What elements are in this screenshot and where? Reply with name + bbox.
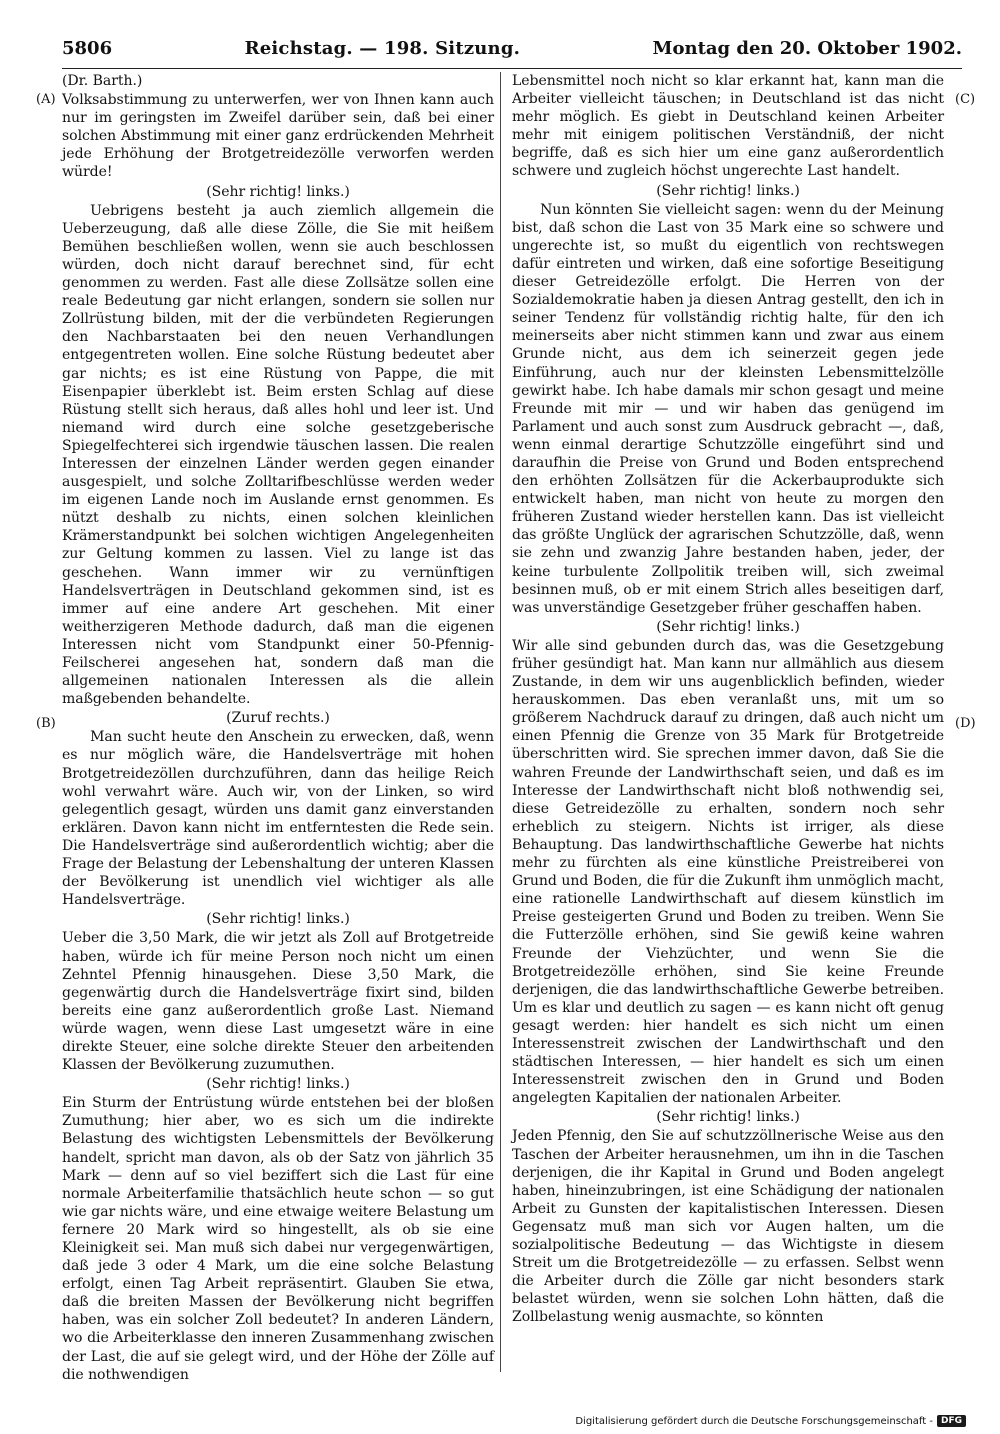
interjection: (Sehr richtig! links.)	[656, 618, 800, 635]
interjection: (Sehr richtig! links.)	[206, 911, 350, 928]
paragraph: Uebrigens besteht ja auch ziemlich allgemein die Ueberzeugung, daß alle diese Zölle, die Sie mit heißem Bemühen beschließen wollen, wenn sie auch beschlossen würden, doch nicht darauf berechnet sind, für echt genommen zu werden. Fast alle diese Zollsätze sollen eine reale Bedeutung gar nicht erlangen, sondern sie sollen nur Zollrüstung bilden, mit der die verbündeten Regierungen den Nachbarstaaten bei den neuen Verhandlungen entgegentreten wollen. Eine solche Rüstung bedeutet aber gar nichts; es ist eine Rüstung von Pappe, die mit Eisenpapier überklebt ist. Beim ersten Schlag auf diese Rüstung stellt sich heraus, daß alles hohl und leer ist. Und niemand wird durch eine solche gesetzgeberische Spiegelfechterei sich irgendwie täuschen lassen. Die realen Interessen der einzelnen Länder werden gegen einander ausgespielt, und solche Zolltarifbeschlüsse werden weder im eigenen Lande noch im Auslande ernst genommen. Es nützt deshalb zu nichts, einen solchen kleinlichen Krämerstandpunkt bei solchen wichtigen Angelegenheiten zur Geltung kommen zu lassen. Viel zu lange ist das geschehen. Wann immer wir zu vernünftigen Handelsverträgen in Deutschland gekommen sind, ist es immer auf eine andere Art geschehen. Mit einer weitherzigeren Methode dadurch, daß man die eigenen Interessen nicht vom Standpunkt einer 50-Pfennig-Feilscherei angesehen hat, sondern daß man die allgemeinen nationalen Interessen als die allein maßgebenden behandelte.	[62, 202, 494, 708]
digitization-credit	[575, 1415, 966, 1427]
paragraph: Nun könnten Sie vielleicht sagen: wenn du der Meinung bist, daß schon die Last von 35 Mark eine so schwere und ungerechte ist, so mußt du eigentlich von rechtswegen dafür eintreten und wirken, daß eine sofortige Beseitigung dieser Getreidezölle erfolgt. Die Herren von der Sozialdemokratie haben ja diesen Antrag gestellt, den ich in seiner Tendenz für vollständig richtig halte, für den ich meinerseits aber nicht stimmen kann und zwar aus einem Grunde nicht, aus dem ich seinerzeit gegen jede Einführung, auch nur der kleinsten Lebensmittelzölle gewirkt habe. Ich habe damals mir schon gesagt und meine Freunde mit mir — und wir haben das genügend im Parlament und auch sonst zum Ausdruck gebracht —, daß, wenn einmal derartige Schutzzölle eingeführt sind und daraufhin die Preise von Grund und Boden entsprechend den erhöhten Zollsätzen für die Ackerbauprodukte sich entwickelt haben, man nicht von heute zu morgen den früheren Zustand wieder herstellen kann. Das ist vielleicht das größte Unglück der agrarischen Schutzzölle, daß, wenn sie zehn und zwanzig Jahre bestanden haben, jeder, der keine turbulente Zollpolitik treiben will, sich zweimal besinnen muß, ob er mit einem Strich alles beseitigen darf, was unverständige Gesetzgeber früher geschaffen haben.	[512, 201, 944, 616]
left-column	[62, 72, 494, 1384]
paragraph: Volksabstimmung zu unterwerfen, wer von Ihnen kann auch nur im geringsten im Zweifel darüber sein, daß bei einer solchen Abstimmung mit einer ganz erdrückenden Mehrheit jede Erhöhung der Brotgetreidezölle verworfen werden würde!	[62, 92, 494, 181]
paragraph: Ein Sturm der Entrüstung würde entstehen bei der bloßen Zumuthung; hier aber, wo es sich um die indirekte Belastung des wichtigsten Lebensmittels der Bevölkerung handelt, spricht man davon, als ob der Satz von jährlich 35 Mark — denn auf so viel beziffert sich die Last für eine normale Arbeiterfamilie thatsächlich heute schon — so gut wie gar nichts wäre, und eine etwaige weitere Belastung um fernere 20 Mark wird so hingestellt, als ob sie eine Kleinigkeit sei. Man muß sich dabei nur vergegenwärtigen, daß jede 3 oder 4 Mark, um die eine solche Belastung erfolgt, einen Tag Arbeit repräsentirt. Glauben Sie etwa, daß die breiten Massen der Bevölkerung nicht begriffen haben, was ein solcher Zoll bedeutet? In anderen Ländern, wo die Arbeiterklasse den inneren Zusammenhang zwischen der Last, die auf sie gelegt wird, und der Höhe der Zölle auf die nothwendigen	[62, 1095, 494, 1383]
dfg-logo-icon: DFG	[937, 1415, 966, 1427]
interjection: (Sehr richtig! links.)	[656, 182, 800, 199]
page-header	[62, 38, 962, 69]
interjection: (Sehr richtig! links.)	[206, 183, 350, 200]
paragraph: Lebensmittel noch nicht so klar erkannt hat, kann man die Arbeiter vielleicht täuschen; in Deutschland ist das nicht mehr möglich. Es giebt in Deutschland keinen Arbeiter mehr mit einigem politischen Verständniß, der nicht begriffe, daß es sich hier um eine ganz außerordentlich schwere und zugleich höchst ungerechte Last handelt.	[512, 73, 944, 180]
margin-marker-a: (A)	[36, 92, 56, 107]
session-title: Reichstag. — 198. Sitzung.	[244, 38, 521, 59]
column-divider	[500, 72, 501, 1372]
speaker-label: (Dr. Barth.)	[62, 73, 143, 89]
interjection: (Sehr richtig! links.)	[656, 1109, 800, 1126]
page-number: 5806	[62, 38, 113, 59]
paragraph: Jeden Pfennig, den Sie auf schutzzöllnerische Weise aus den Taschen der Arbeiter herausnehmen, um ihn in die Taschen derjenigen, die ihr Kapital in Grund und Boden angelegt haben, hineinzubringen, ist eine Schädigung der nationalen Arbeit zu Gunsten der kapitalistischen Interessen. Diesen Gegensatz muß man sich vor Augen halten, um die sozialpolitische Bedeutung — das Wichtigste in diesem Streit um die Brotgetreidezölle — zu erfassen. Selbst wenn die Arbeiter durch die Zölle gar nicht besonders stark belastet würden, wenn sie solchen Lohn hätten, daß die Zollbelastung wenig ausmachte, so könnten	[512, 1128, 944, 1326]
paragraph: Man sucht heute den Anschein zu erwecken, daß, wenn es nur möglich wäre, die Handelsverträge mit hohen Brotgetreidezöllen durchzuführen, dann das heilige Reich wohl verwahrt wäre. Auch wir, von der Linken, so wird gelegentlich gesagt, würden uns damit ganz einverstanden erklären. Davon kann nicht im entferntesten die Rede sein. Die Handelsverträge sind außerordentlich wichtig; aber die Frage der Belastung der Lebenshaltung der unteren Klassen der Bevölkerung ist unendlich viel wichtiger als alle Handelsverträge.	[62, 729, 494, 909]
margin-marker-b: (B)	[36, 716, 56, 731]
margin-marker-d: (D)	[955, 716, 976, 731]
paragraph: Wir alle sind gebunden durch das, was die Gesetzgebung früher gesündigt hat. Man kann nur allmählich aus diesem Zustande, in dem wir uns augenblicklich befinden, wieder herauskommen. Das eben veranlaßt uns, mit um so größerem Nachdruck darauf zu dringen, daß auch nicht um einen Pfennig die Grenze von 35 Mark für Brotgetreide überschritten wird. Sie sprechen immer davon, daß Sie die wahren Freunde der Landwirthschaft seien, und daß es im Interesse der Landwirthschaft nicht bloß nothwendig sei, diese Getreidezölle zu erhalten, sondern noch sehr erheblich zu steigern. Nichts ist irriger, als diese Behauptung. Das landwirthschaftliche Gewerbe hat nichts mehr zu fürchten als eine künstliche Preistreiberei von Grund und Boden, die für die Zukunft ihm unmöglich macht, eine rationelle Landwirthschaft auf diesem künstlich im Preise gesteigerten Grund und Boden zu treiben. Wenn Sie die Futterzölle erhöhen, sind Sie gewiß keine wahren Freunde der Viehzüchter, und wenn Sie die Brotgetreidezölle erhöhen, sind Sie keine Freunde derjenigen, die das landwirthschaftliche Gewerbe betreiben. Um es klar und deutlich zu sagen — es kann nicht oft genug gesagt werden: hier handelt es sich nicht um einen Interessenstreit zwischen der Landwirthschaft und den städtischen Interessen, — hier handelt es sich um einen Interessenstreit zwischen den in Grund und Boden angelegten Kapitalien der nationalen Arbeiter.	[512, 637, 944, 1107]
interjection: (Zuruf rechts.)	[226, 710, 330, 727]
session-date: Montag den 20. Oktober 1902.	[652, 38, 962, 59]
interjection: (Sehr richtig! links.)	[206, 1076, 350, 1093]
right-column	[512, 72, 944, 1326]
margin-marker-c: (C)	[955, 92, 976, 107]
credit-text: Digitalisierung gefördert durch die Deutsche Forschungsgemeinschaft -	[575, 1415, 933, 1427]
paragraph: Ueber die 3,50 Mark, die wir jetzt als Zoll auf Brotgetreide haben, würde ich für meine Person noch nicht um einen Zehntel Pfennig hinausgehen. Diese 3,50 Mark, die gegenwärtig durch die Handelsverträge fixirt sind, bilden bereits eine ganz außerordentlich große Last. Niemand würde wagen, wenn diese Last umgesetzt wäre in eine direkte Steuer, eine solche direkte Steuer den arbeitenden Klassen der Bevölkerung zuzumuthen.	[62, 930, 494, 1074]
